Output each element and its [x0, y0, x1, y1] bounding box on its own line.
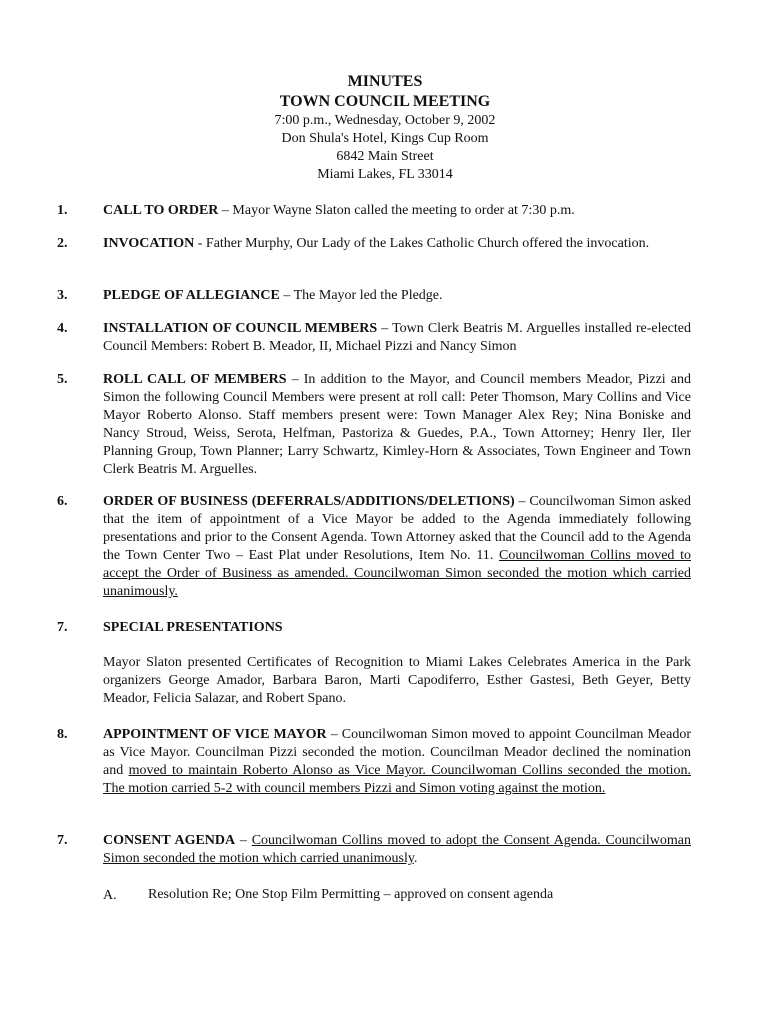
meeting-venue: Don Shula's Hotel, Kings Cup Room — [281, 131, 489, 146]
item-text — [103, 320, 691, 356]
item-title: PLEDGE OF ALLEGIANCE — [103, 288, 280, 303]
item-body: – Councilwoman Simon asked that the item of appointment of a Vice Mayor be added to the Agenda immediately following presentations and prior to the Consent Agenda. Town Attorney asked that the Council add to the Agenda the Town Center Two – East Plat under Resolutions, Item No. 11. — [103, 494, 691, 563]
meeting-city: Miami Lakes, FL 33014 — [317, 167, 453, 182]
item-body: – Mayor Wayne Slaton called the meeting to order at 7:30 p.m. — [218, 203, 575, 218]
item-number: 6. — [57, 494, 68, 509]
item-title: ROLL CALL OF MEMBERS — [103, 372, 287, 387]
meeting-street: 6842 Main Street — [336, 149, 434, 164]
item-title: INSTALLATION OF COUNCIL MEMBERS — [103, 321, 378, 336]
item-title: CALL TO ORDER — [103, 203, 219, 218]
subitem-letter: A. — [103, 888, 117, 903]
subitem-text: Resolution Re; One Stop Film Permitting – approved on consent agenda — [148, 887, 554, 902]
motion-text: Councilwoman Collins moved to adopt the Consent Agenda. Councilwoman Simon seconded the motion which carried unanimously — [103, 833, 691, 866]
item-text — [103, 202, 691, 220]
item-text — [103, 287, 691, 305]
meeting-time: 7:00 p.m., Wednesday, October 9, 2002 — [274, 113, 496, 128]
document-header — [0, 72, 770, 184]
item-title: SPECIAL PRESENTATIONS — [103, 620, 283, 635]
item-paragraph: Mayor Slaton presented Certificates of Recognition to Miami Lakes Celebrates America in the Park organizers George Amador, Barbara Baron, Marti Capodiferro, Esther Gastesi, Beth Geyer, Betty Meador, Felicia Salazar, and Robert Spano. — [103, 655, 691, 706]
item-text — [103, 619, 691, 637]
item-text — [103, 371, 691, 479]
item-number: 3. — [57, 288, 68, 303]
item-title: INVOCATION — [103, 236, 195, 251]
item-title: APPOINTMENT OF VICE MAYOR — [103, 727, 327, 742]
motion-text: Councilwoman Collins moved to accept the Order of Business as amended. Councilwoman Simon seconded the motion which carried unanimously. — [103, 548, 691, 599]
item-body: - Father Murphy, Our Lady of the Lakes Catholic Church offered the invocation. — [194, 236, 650, 251]
item-title: CONSENT AGENDA — [103, 833, 236, 848]
item-tail: . — [413, 851, 418, 866]
item-number: 4. — [57, 321, 68, 336]
item-number: 7. — [57, 833, 68, 848]
item-number: 5. — [57, 372, 68, 387]
item-body: – Councilwoman Simon moved to appoint Councilman Meador as Vice Mayor. Councilman Pizzi seconded the motion. Councilman Meador declined the nomination and — [103, 727, 691, 778]
item-text — [103, 493, 691, 601]
item-title: ORDER OF BUSINESS (DEFERRALS/ADDITIONS/DELETIONS) — [103, 494, 515, 509]
item-number: 1. — [57, 203, 68, 218]
doc-title: MINUTES — [347, 73, 423, 90]
item-body: – In addition to the Mayor, and Council members Meador, Pizzi and Simon the following Council Members were present at roll call: Peter Thomson, Mary Collins and Vice Mayor Roberto Alonso. Staff members present were: Town Manager Alex Rey; Nina Boniske and Nancy Stroud, Weiss, Serota, Helfman, Pastoriza & Guedes, P.A., Town Attorney; Henry Iler, Iler Planning Group, Town Planner; Larry Schwartz, Kimley-Horn & Associates, Town Engineer and Town Clerk Beatris M. Arguelles. — [103, 372, 691, 477]
item-number: 2. — [57, 236, 68, 251]
item-text — [103, 726, 691, 798]
item-text — [103, 235, 691, 253]
meeting-title: TOWN COUNCIL MEETING — [279, 93, 491, 110]
item-number: 7. — [57, 620, 68, 635]
motion-text: moved to maintain Roberto Alonso as Vice Mayor. Councilwoman Collins seconded the motion. The motion carried 5-2 with council members Pizzi and Simon voting against the motion. — [103, 763, 692, 796]
item-body: – — [235, 833, 252, 848]
item-body: – Town Clerk Beatris M. Arguelles installed re-elected Council Members: Robert B. Meador, II, Michael Pizzi and Nancy Simon — [103, 321, 691, 354]
item-text — [103, 832, 691, 868]
item-number: 8. — [57, 727, 68, 742]
item-body: – The Mayor led the Pledge. — [279, 288, 443, 303]
